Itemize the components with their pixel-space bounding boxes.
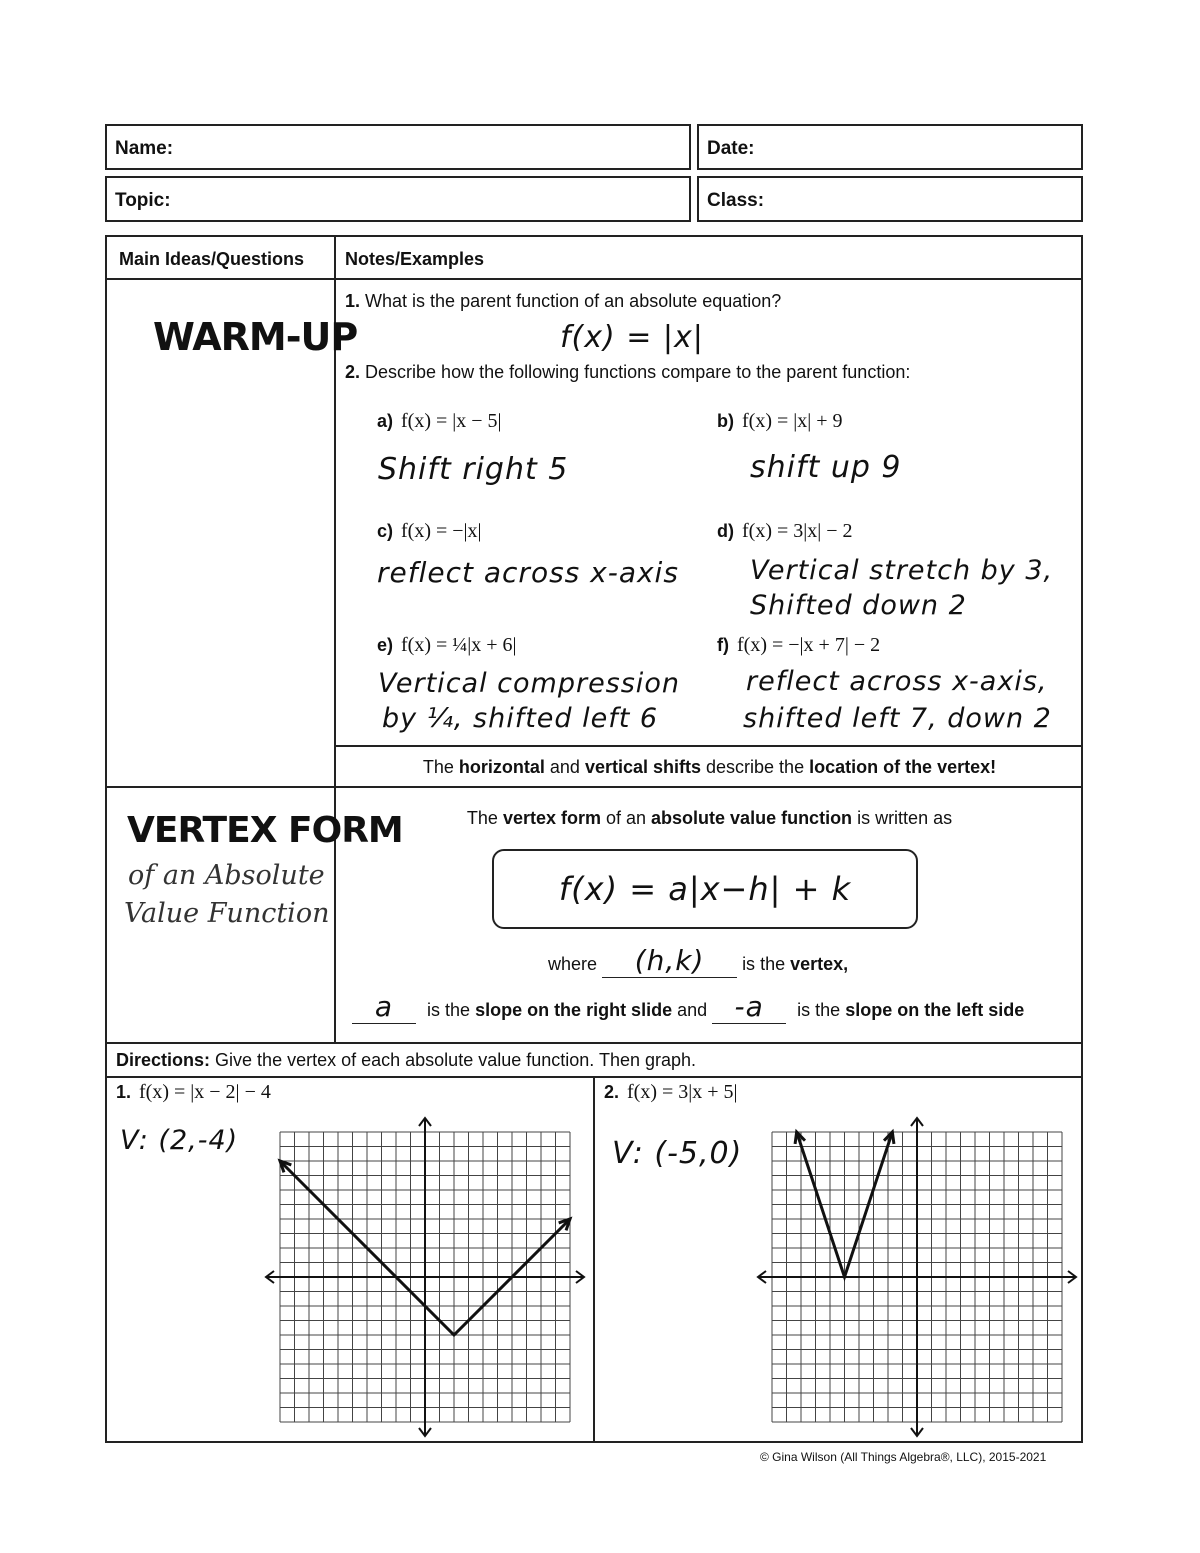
item-b-answer: shift up 9	[750, 450, 902, 485]
item-e-function: f(x) = ¼|x + 6|	[401, 634, 517, 656]
right-slope-text: is the	[427, 1000, 471, 1020]
item-c-expr	[377, 520, 482, 543]
q2-number: 2.	[345, 362, 361, 382]
class-label: Class:	[707, 190, 765, 211]
q2-text: Describe how the following functions compare to the parent function:	[365, 362, 911, 382]
problem-1-number: 1.	[116, 1082, 132, 1102]
item-f-answer-line1: reflect across x-axis,	[746, 666, 1048, 697]
a-blank	[352, 990, 416, 1024]
topic-field[interactable]	[105, 176, 691, 222]
name-field[interactable]	[105, 124, 691, 170]
directions-text: Give the vertex of each absolute value function. Then graph.	[215, 1050, 697, 1070]
item-f-answer-line2: shifted left 7, down 2	[743, 703, 1052, 734]
where-line	[548, 944, 848, 978]
item-d-answer-line2: Shifted down 2	[750, 590, 967, 621]
problem-1-expr	[116, 1081, 271, 1104]
directions-label: Directions:	[116, 1050, 211, 1070]
name-label: Name:	[115, 138, 174, 159]
graph-1	[258, 1110, 594, 1440]
item-d-function: f(x) = 3|x| − 2	[742, 520, 853, 542]
vertex-form-title: VERTEX FORM	[127, 810, 403, 851]
item-f-label: f)	[717, 635, 729, 655]
item-e-label: e)	[377, 635, 394, 655]
neg-a-blank	[712, 990, 786, 1024]
problem-2-expr	[604, 1081, 738, 1104]
item-b-function: f(x) = |x| + 9	[742, 410, 843, 432]
item-d-expr	[717, 520, 853, 543]
main-ideas-header: Main Ideas/Questions	[119, 249, 305, 269]
note-horizontal: horizontal	[458, 757, 545, 777]
hk-answer: (h,k)	[634, 944, 705, 977]
item-b-expr	[717, 410, 843, 433]
item-e-answer-line2: by ¼, shifted left 6	[382, 703, 659, 734]
graph-2	[750, 1105, 1080, 1438]
q1-answer: f(x) = |x|	[560, 320, 704, 355]
note-text-1: The	[422, 757, 459, 777]
directions	[116, 1050, 696, 1071]
date-label: Date:	[707, 138, 755, 159]
item-b-label: b)	[717, 411, 734, 431]
problem-1-vertex-answer: V: (2,-4)	[120, 1125, 239, 1156]
vertex-word: vertex,	[790, 954, 849, 974]
vertex-form-subtitle-2: Value Function	[124, 898, 330, 929]
class-field[interactable]	[697, 176, 1083, 222]
item-f-expr	[717, 634, 880, 657]
item-e-answer-line1: Vertical compression	[378, 668, 680, 699]
left-slope-bold: slope on the left side	[845, 1000, 1025, 1020]
a-answer: a	[374, 990, 394, 1023]
topic-label: Topic:	[115, 190, 171, 211]
note-text-3: describe the	[701, 757, 810, 777]
directions-top-divider	[105, 1042, 1083, 1044]
problem-1-function: f(x) = |x − 2| − 4	[139, 1081, 271, 1103]
item-c-answer: reflect across x-axis	[377, 556, 679, 589]
section-divider	[105, 786, 1083, 788]
vertex-location-note	[334, 757, 1085, 778]
problem-2-function: f(x) = 3|x + 5|	[627, 1081, 738, 1103]
intro-text-3: is written as	[852, 808, 953, 828]
problem-2-number: 2.	[604, 1082, 620, 1102]
item-c-label: c)	[377, 521, 394, 541]
item-a-label: a)	[377, 411, 394, 431]
right-slope-bold: slope on the right slide	[475, 1000, 673, 1020]
item-d-answer-line1: Vertical stretch by 3,	[750, 555, 1054, 586]
neg-a-answer: -a	[734, 990, 764, 1023]
item-f-function: f(x) = −|x + 7| − 2	[737, 634, 881, 656]
where-word: where	[548, 954, 598, 974]
intro-text-2: of an	[600, 808, 652, 828]
intro-vertex-form: vertex form	[502, 808, 601, 828]
warmup-title: WARM-UP	[153, 315, 358, 359]
item-d-label: d)	[717, 521, 734, 541]
note-text-2: and	[544, 757, 585, 777]
and-word: and	[677, 1000, 708, 1020]
vertex-form-formula: f(x) = a|x−h| + k	[558, 870, 852, 908]
formula-box	[492, 849, 918, 929]
question-1	[345, 291, 781, 312]
intro-text-1: The	[466, 808, 503, 828]
hk-blank	[602, 944, 737, 978]
item-e-expr	[377, 634, 517, 657]
item-a-function: f(x) = |x − 5|	[401, 410, 502, 432]
left-slope-text: is the	[797, 1000, 841, 1020]
question-2	[345, 362, 910, 383]
item-a-answer: Shift right 5	[378, 452, 569, 487]
copyright: © Gina Wilson (All Things Algebra®, LLC), 2015-2021	[760, 1450, 1047, 1464]
notes-header: Notes/Examples	[345, 249, 485, 269]
vertex-form-subtitle-1: of an Absolute	[128, 860, 325, 891]
q1-number: 1.	[345, 291, 361, 311]
col-header-divider	[105, 278, 1083, 280]
q1-text: What is the parent function of an absolute equation?	[365, 291, 782, 311]
note-location-vertex: location of the vertex!	[809, 757, 997, 777]
slope-line	[352, 990, 1024, 1024]
item-c-function: f(x) = −|x|	[401, 520, 482, 542]
vertex-note-divider	[334, 745, 1083, 747]
problem-2-vertex-answer: V: (-5,0)	[612, 1136, 743, 1171]
vertex-form-intro	[334, 808, 1085, 829]
item-a-expr	[377, 410, 502, 433]
intro-abs-function: absolute value function	[651, 808, 853, 828]
note-vertical-shifts: vertical shifts	[584, 757, 702, 777]
date-field[interactable]	[697, 124, 1083, 170]
is-the-word: is the	[742, 954, 786, 974]
